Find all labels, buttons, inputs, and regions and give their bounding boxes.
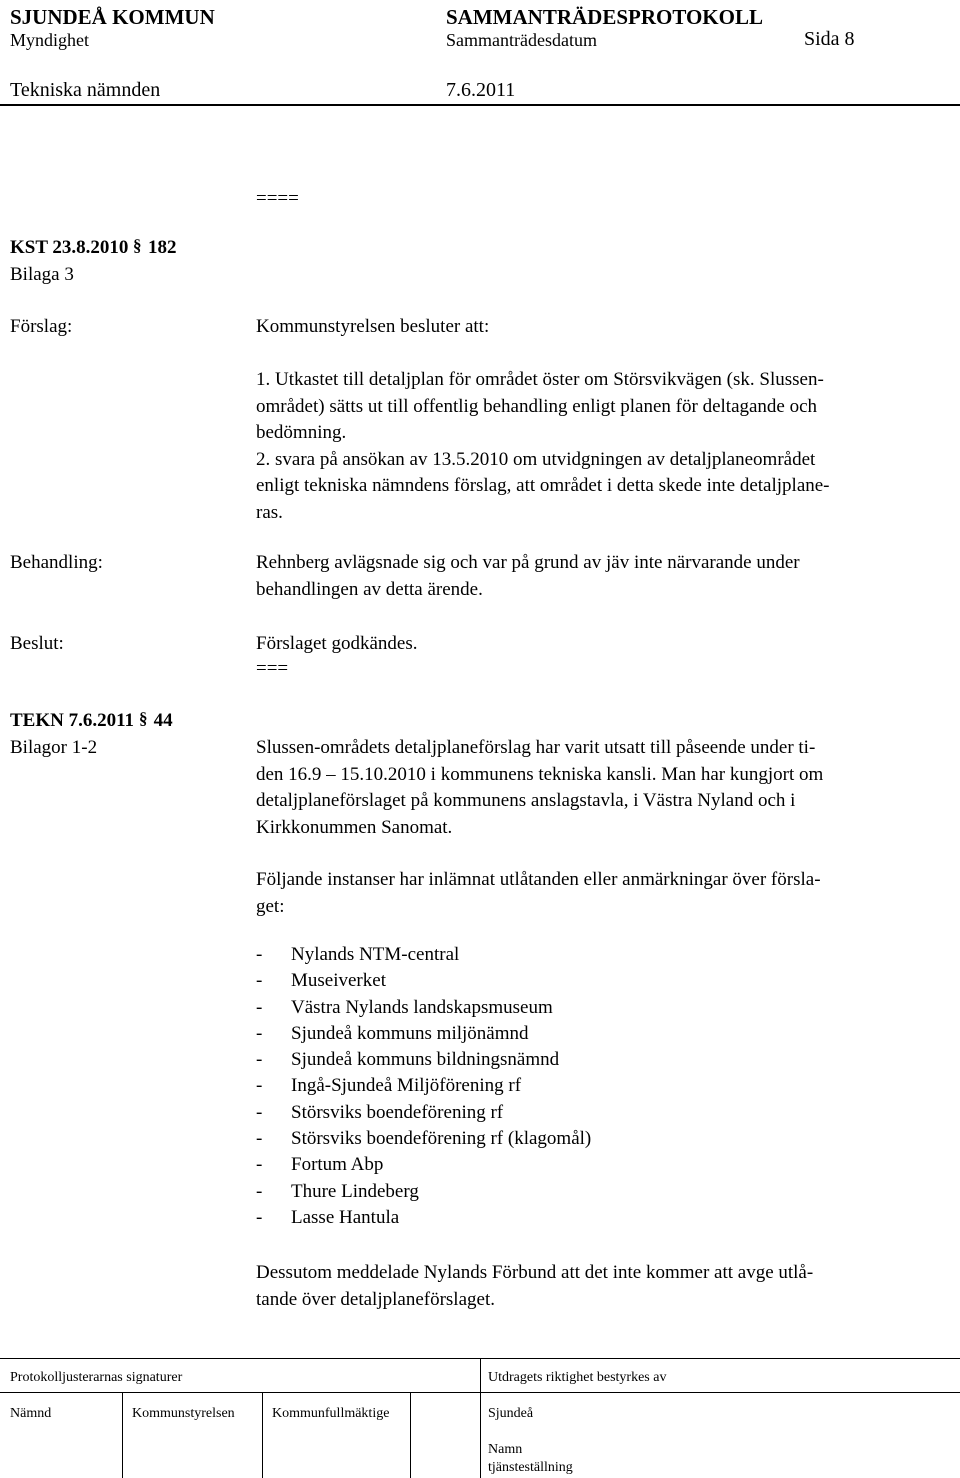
forslag-line: enligt tekniska nämndens förslag, att området i detta skede inte detaljplane- <box>256 475 830 496</box>
body-line: tande över detaljplaneförslaget. <box>256 1288 495 1310</box>
certified-label: Utdragets riktighet bestyrkes av <box>488 1370 667 1385</box>
behandling-line: behandlingen av detta ärende. <box>256 578 483 600</box>
forslag-intro: Kommunstyrelsen besluter att: <box>256 316 490 337</box>
prior-appendix: Bilaga 3 <box>10 264 74 285</box>
list-item <box>256 1073 591 1099</box>
respondent-list <box>256 942 591 1231</box>
list-item <box>256 995 591 1021</box>
municipality-name: SJUNDEÅ KOMMUN <box>10 5 215 29</box>
forslag-line: bedömning. <box>256 422 347 443</box>
body-line: Följande instanser har inlämnat utlåtanden eller anmärkningar över försla- <box>256 869 821 890</box>
list-dash: - <box>256 1022 263 1044</box>
beslut-text: Förslaget godkändes. <box>256 633 418 654</box>
footer-col-divider <box>410 1392 411 1478</box>
forslag-line: 1. Utkastet till detaljplan för området öster om Störsvikvägen (sk. Slussen- <box>256 369 824 390</box>
certified-place: Sjundeå <box>488 1406 534 1421</box>
svg-text:§: § <box>138 710 148 726</box>
prior-reference-code: KST 23.8.2010 <box>10 237 129 258</box>
list-item-label: Störsviks boendeförening rf <box>291 1101 504 1123</box>
list-item <box>256 1126 591 1152</box>
section-sign-icon <box>133 237 143 253</box>
list-item <box>256 1021 591 1047</box>
behandling-label: Behandling: <box>10 552 103 573</box>
list-item <box>256 1152 591 1178</box>
footer-col-divider <box>122 1392 123 1478</box>
list-dash: - <box>256 1101 263 1123</box>
body-line: Slussen-områdets detaljplaneförslag har varit utsatt till påseende under ti- <box>256 737 816 758</box>
body-paragraph-3 <box>256 1260 936 1313</box>
body-line: Dessutom meddelade Nylands Förbund att det inte kommer att avge utlå- <box>256 1262 814 1283</box>
list-item <box>256 1047 591 1073</box>
list-item-label: Västra Nylands landskapsmuseum <box>291 996 553 1018</box>
list-item-label: Störsviks boendeförening rf (klagomål) <box>291 1128 592 1150</box>
authority-name: Tekniska nämnden <box>10 79 161 101</box>
meeting-date-label: Sammanträdesdatum <box>446 30 597 50</box>
page-number: Sida 8 <box>804 28 855 50</box>
list-item-label: Museiverket <box>291 970 386 992</box>
list-dash: - <box>256 1049 263 1071</box>
list-item <box>256 942 591 968</box>
section-sign-icon <box>139 710 149 726</box>
list-item-label: Nylands NTM-central <box>291 944 460 965</box>
list-dash: - <box>256 1206 263 1228</box>
footer-divider <box>480 1358 481 1478</box>
forslag-line: området) sätts ut till offentlig behandling enligt planen för deltagande och <box>256 395 818 417</box>
svg-text:§: § <box>133 237 142 253</box>
list-item <box>256 1100 591 1126</box>
list-item-label: Ingå-Sjundeå Miljöförening rf <box>291 1075 522 1097</box>
list-item <box>256 1179 591 1205</box>
current-reference <box>10 708 173 735</box>
forslag-label: Förslag: <box>10 316 73 337</box>
footer-col-divider <box>262 1392 263 1478</box>
current-reference-paragraph: 44 <box>153 710 173 731</box>
body-line: Kirkkonummen Sanomat. <box>256 816 453 838</box>
forslag-text <box>256 367 936 526</box>
list-item-label: Sjundeå kommuns miljönämnd <box>291 1022 529 1044</box>
header-rule <box>0 104 960 106</box>
current-reference-code: TEKN 7.6.2011 <box>10 710 135 731</box>
list-dash: - <box>256 996 263 1018</box>
list-dash: - <box>256 1154 263 1176</box>
prior-reference-paragraph: 182 <box>147 237 177 258</box>
list-item <box>256 1205 591 1231</box>
list-dash: - <box>256 970 263 992</box>
signatures-label: Protokolljusterarnas signaturer <box>10 1370 183 1385</box>
list-item-label: Lasse Hantula <box>291 1206 400 1228</box>
list-item-label: Thure Lindeberg <box>291 1180 419 1202</box>
signature-col-kommunstyrelsen: Kommunstyrelsen <box>132 1406 235 1421</box>
current-appendix: Bilagor 1-2 <box>10 737 98 758</box>
list-dash: - <box>256 1128 263 1150</box>
certifier-position-label: tjänsteställning <box>488 1460 573 1475</box>
list-item-label: Sjundeå kommuns bildningsnämnd <box>291 1049 560 1071</box>
list-dash: - <box>256 1075 263 1097</box>
section-marker-mid: === <box>256 658 289 679</box>
list-dash: - <box>256 1180 263 1202</box>
behandling-text <box>256 550 936 603</box>
document-type: SAMMANTRÄDESPROTOKOLL <box>446 5 763 29</box>
meeting-date: 7.6.2011 <box>446 79 516 101</box>
signature-col-kommunfullmaktige: Kommunfullmäktige <box>272 1406 390 1421</box>
body-line: detaljplaneförslaget på kommunens anslagstavla, i Västra Nyland och i <box>256 790 796 811</box>
body-line: den 16.9 – 15.10.2010 i kommunens tekniska kansli. Man har kungjort om <box>256 763 824 785</box>
authority-label: Myndighet <box>10 30 89 50</box>
signature-col-namnd: Nämnd <box>10 1406 52 1421</box>
prior-reference <box>10 235 176 262</box>
body-line: get: <box>256 895 285 917</box>
forslag-line: ras. <box>256 501 283 523</box>
beslut-label: Beslut: <box>10 633 64 654</box>
section-marker: ==== <box>256 188 299 209</box>
forslag-line: 2. svara på ansökan av 13.5.2010 om utvidgningen av detaljplaneområdet <box>256 448 816 470</box>
list-item <box>256 968 591 994</box>
behandling-line: Rehnberg avlägsnade sig och var på grund av jäv inte närvarande under <box>256 552 800 573</box>
body-paragraph-1 <box>256 735 936 841</box>
body-paragraph-2 <box>256 867 936 920</box>
list-dash: - <box>256 944 263 965</box>
list-item-label: Fortum Abp <box>291 1154 384 1176</box>
certifier-name-label: Namn <box>488 1442 523 1457</box>
